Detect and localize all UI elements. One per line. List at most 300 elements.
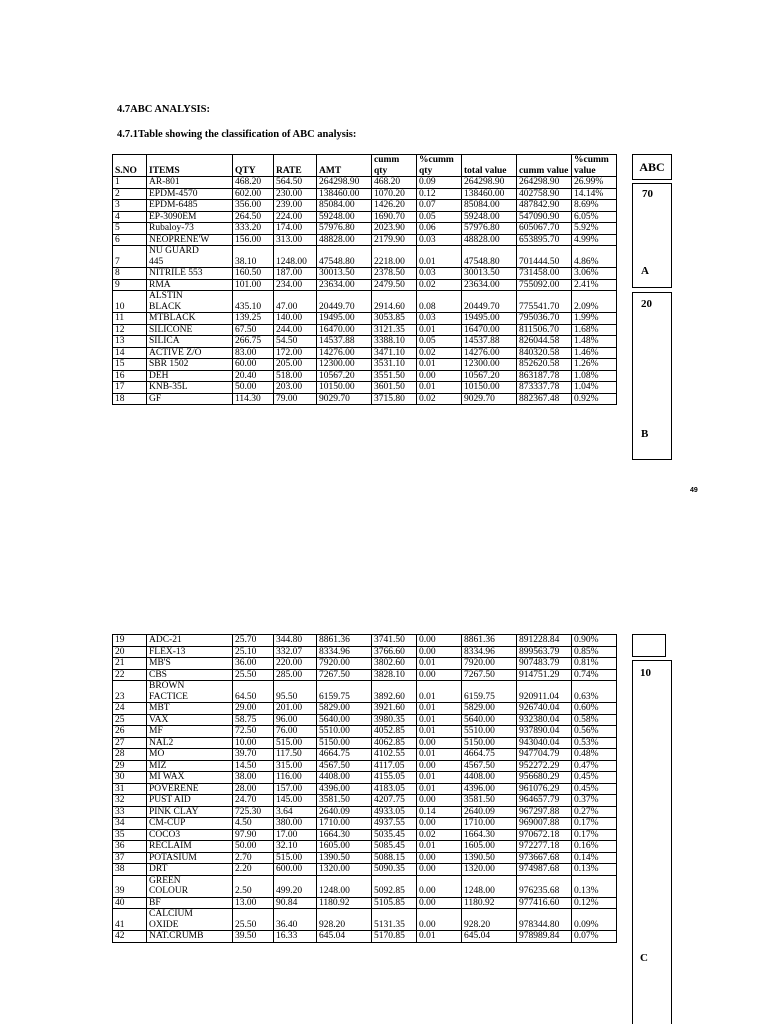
table-cell: 0.01 [417, 749, 462, 761]
table-cell: 0.00 [417, 852, 462, 864]
table-cell: 38 [113, 864, 147, 876]
table-cell: 42 [113, 931, 147, 943]
table-cell: SILICONE [147, 324, 233, 336]
table-cell: 1.99% [572, 313, 617, 325]
table-cell: 140.00 [274, 313, 317, 325]
table-cell: 826044.58 [517, 336, 572, 348]
table-cell: MIZ [147, 760, 233, 772]
table-cell: 0.53% [572, 737, 617, 749]
table-cell: 0.01 [417, 726, 462, 738]
table-row [113, 177, 617, 189]
table-cell: AR-801 [147, 177, 233, 189]
table-cell: NEOPRENE'W [147, 234, 233, 246]
class-b-box [632, 292, 672, 460]
table-cell: 47548.80 [317, 246, 372, 268]
table-cell: 32.10 [274, 841, 317, 853]
table-cell: COCO3 [147, 829, 233, 841]
table-row [113, 669, 617, 681]
table-cell: 6159.75 [462, 681, 517, 703]
table-cell: 12300.00 [462, 359, 517, 371]
table-cell: 34 [113, 818, 147, 830]
table-cell: 0.00 [417, 760, 462, 772]
table-cell: 775541.70 [517, 291, 572, 313]
table-row [113, 737, 617, 749]
table-cell: 1664.30 [462, 829, 517, 841]
table-cell: 914751.29 [517, 669, 572, 681]
table-cell: 5105.85 [372, 897, 417, 909]
table-cell: 499.20 [274, 875, 317, 897]
table-cell: 10 [113, 291, 147, 313]
table-cell: 30013.50 [317, 268, 372, 280]
table-cell: 0.01 [417, 703, 462, 715]
table-cell: 928.20 [462, 909, 517, 931]
table-cell: 380.00 [274, 818, 317, 830]
table-cell: 12 [113, 324, 147, 336]
column-header: %cumm qty [417, 155, 462, 177]
table-cell: 0.17% [572, 829, 617, 841]
table-cell: NU GUARD 445 [147, 246, 233, 268]
table-cell: 19495.00 [462, 313, 517, 325]
table-cell: 2.20 [233, 864, 274, 876]
table-cell: 515.00 [274, 737, 317, 749]
table-cell: 5085.45 [372, 841, 417, 853]
table-cell: 0.01 [417, 931, 462, 943]
table-row [113, 829, 617, 841]
table-cell: 9029.70 [462, 393, 517, 405]
table-cell: 487842.90 [517, 200, 572, 212]
table-cell: 32 [113, 795, 147, 807]
table-cell: Rubaloy-73 [147, 223, 233, 235]
table-row [113, 279, 617, 291]
table-cell: 1 [113, 177, 147, 189]
table-cell: 25.10 [233, 646, 274, 658]
table-cell: 1180.92 [462, 897, 517, 909]
table-cell: 1390.50 [462, 852, 517, 864]
table-cell: 0.07% [572, 931, 617, 943]
class-a-box [632, 183, 672, 288]
table-cell: CBS [147, 669, 233, 681]
table-cell: 0.01 [417, 714, 462, 726]
table-cell: 3121.35 [372, 324, 417, 336]
table-cell: 6 [113, 234, 147, 246]
abc-table-part-1 [112, 154, 617, 405]
table-cell: 10150.00 [462, 382, 517, 394]
table-cell: 0.09 [417, 177, 462, 189]
table-cell: 0.01 [417, 783, 462, 795]
table-cell: 36.40 [274, 909, 317, 931]
table-row [113, 818, 617, 830]
table-cell: SBR 1502 [147, 359, 233, 371]
table-row [113, 783, 617, 795]
table-cell: RMA [147, 279, 233, 291]
section-heading: 4.7ABC ANALYSIS: [117, 104, 210, 115]
table-cell: 3053.85 [372, 313, 417, 325]
table-cell: 36.00 [233, 658, 274, 670]
table-cell: 3.64 [274, 806, 317, 818]
table-cell: 24 [113, 703, 147, 715]
table-cell: 5150.00 [462, 737, 517, 749]
table-cell: 79.00 [274, 393, 317, 405]
table-cell: 4664.75 [317, 749, 372, 761]
table-cell: 1248.00 [317, 875, 372, 897]
table-cell: 0.37% [572, 795, 617, 807]
table-cell: 0.02 [417, 393, 462, 405]
table-cell: 5.92% [572, 223, 617, 235]
table-cell: 160.50 [233, 268, 274, 280]
column-header: S.NO [113, 155, 147, 177]
table-cell: 201.00 [274, 703, 317, 715]
table-cell: 0.07 [417, 200, 462, 212]
table-cell: 5640.00 [317, 714, 372, 726]
table-cell: 811506.70 [517, 324, 572, 336]
table-cell: 4.50 [233, 818, 274, 830]
table-cell: 90.84 [274, 897, 317, 909]
table-cell: 5088.15 [372, 852, 417, 864]
table-cell: 58.75 [233, 714, 274, 726]
table-cell: 977416.60 [517, 897, 572, 909]
table-cell: 964657.79 [517, 795, 572, 807]
table-cell: 926740.04 [517, 703, 572, 715]
table-cell: 1.08% [572, 370, 617, 382]
table-cell: 8861.36 [462, 635, 517, 647]
table-cell: 2378.50 [372, 268, 417, 280]
table-cell: 187.00 [274, 268, 317, 280]
table-cell: 15 [113, 359, 147, 371]
table-cell: 101.00 [233, 279, 274, 291]
table-cell: 138460.00 [317, 188, 372, 200]
table-cell: 515.00 [274, 852, 317, 864]
table-cell: 35 [113, 829, 147, 841]
table-cell: 0.01 [417, 841, 462, 853]
table-cell: 0.00 [417, 909, 462, 931]
table-cell: 116.00 [274, 772, 317, 784]
table-cell: 38.10 [233, 246, 274, 268]
table-cell: 2.50 [233, 875, 274, 897]
table-cell: 3531.10 [372, 359, 417, 371]
table-cell: ALSTIN BLACK [147, 291, 233, 313]
table-row [113, 714, 617, 726]
column-header: QTY [233, 155, 274, 177]
table-cell: 2640.09 [462, 806, 517, 818]
table-cell: 1.48% [572, 336, 617, 348]
table-cell: 0.01 [417, 246, 462, 268]
table-cell: 8.69% [572, 200, 617, 212]
table-cell: 3828.10 [372, 669, 417, 681]
table-cell: DRT [147, 864, 233, 876]
table-cell: 8 [113, 268, 147, 280]
table-cell: 863187.78 [517, 370, 572, 382]
table-cell: CALCIUM OXIDE [147, 909, 233, 931]
table-cell: 3892.60 [372, 681, 417, 703]
table-cell: 220.00 [274, 658, 317, 670]
table-cell: 1605.00 [462, 841, 517, 853]
table-cell: 882367.48 [517, 393, 572, 405]
table-cell: 1320.00 [462, 864, 517, 876]
table-row [113, 393, 617, 405]
table-cell: 0.45% [572, 772, 617, 784]
table-cell: 0.00 [417, 795, 462, 807]
table-cell: 85084.00 [462, 200, 517, 212]
table-cell: 2023.90 [372, 223, 417, 235]
table-cell: 1.46% [572, 347, 617, 359]
table-cell: 4102.55 [372, 749, 417, 761]
table-cell: 600.00 [274, 864, 317, 876]
table-cell: 3766.60 [372, 646, 417, 658]
table-cell: 7267.50 [317, 669, 372, 681]
table-cell: 976235.68 [517, 875, 572, 897]
table-cell: 10567.20 [462, 370, 517, 382]
table-cell: 0.56% [572, 726, 617, 738]
table-cell: 23634.00 [317, 279, 372, 291]
table-cell: 3921.60 [372, 703, 417, 715]
table-cell: 4 [113, 211, 147, 223]
table-cell: 13 [113, 336, 147, 348]
table-row [113, 931, 617, 943]
table-cell: 5092.85 [372, 875, 417, 897]
table-cell: 21 [113, 658, 147, 670]
table-cell: 0.74% [572, 669, 617, 681]
table-cell: 23634.00 [462, 279, 517, 291]
column-header: ITEMS [147, 155, 233, 177]
table-row [113, 382, 617, 394]
table-row [113, 703, 617, 715]
table-row [113, 681, 617, 703]
table-cell: 5829.00 [317, 703, 372, 715]
table-row [113, 324, 617, 336]
table-cell: 16 [113, 370, 147, 382]
table-cell: 39 [113, 875, 147, 897]
table-cell: 224.00 [274, 211, 317, 223]
table-cell: 48828.00 [462, 234, 517, 246]
table-cell: 25.50 [233, 909, 274, 931]
table-cell: 1690.70 [372, 211, 417, 223]
column-header: AMT [317, 155, 372, 177]
table-cell: 0.02 [417, 279, 462, 291]
table-cell: 5829.00 [462, 703, 517, 715]
table-cell: 19495.00 [317, 313, 372, 325]
table-row [113, 268, 617, 280]
table-row [113, 852, 617, 864]
table-cell: 8334.96 [462, 646, 517, 658]
table-cell: 16470.00 [462, 324, 517, 336]
table-cell: 22 [113, 669, 147, 681]
table-cell: 0.14% [572, 852, 617, 864]
table-cell: 0.27% [572, 806, 617, 818]
table-cell: 0.00 [417, 875, 462, 897]
table-row [113, 749, 617, 761]
table-row [113, 313, 617, 325]
table-cell: POTASIUM [147, 852, 233, 864]
table-cell: 28 [113, 749, 147, 761]
table-cell: 39.50 [233, 931, 274, 943]
column-header: total value [462, 155, 517, 177]
table-cell: 67.50 [233, 324, 274, 336]
table-cell: 1664.30 [317, 829, 372, 841]
class-b-percent: 20 [641, 298, 652, 310]
table-cell: 0.17% [572, 818, 617, 830]
table-cell: PUST AID [147, 795, 233, 807]
table-cell: BF [147, 897, 233, 909]
table-cell: 4567.50 [462, 760, 517, 772]
table-cell: POVERENE [147, 783, 233, 795]
table-cell: 3 [113, 200, 147, 212]
table-cell: 203.00 [274, 382, 317, 394]
table-cell: 0.02 [417, 347, 462, 359]
abc-table-part-2 [112, 634, 617, 943]
table-cell: MO [147, 749, 233, 761]
table-cell: 5510.00 [317, 726, 372, 738]
table-cell: 57976.80 [462, 223, 517, 235]
table-cell: NITRILE 553 [147, 268, 233, 280]
table-cell: 0.13% [572, 864, 617, 876]
table-cell: 0.02 [417, 829, 462, 841]
table-cell: 967297.88 [517, 806, 572, 818]
abc-header-box: ABC [632, 154, 672, 180]
table-cell: 138460.00 [462, 188, 517, 200]
table-cell: 47548.80 [462, 246, 517, 268]
table-cell: 0.03 [417, 268, 462, 280]
table-cell: 518.00 [274, 370, 317, 382]
table-cell: 315.00 [274, 760, 317, 772]
table-cell: 2218.00 [372, 246, 417, 268]
table-cell: 18 [113, 393, 147, 405]
table-cell: 947704.79 [517, 749, 572, 761]
table-cell: 5150.00 [317, 737, 372, 749]
table-cell: 0.00 [417, 737, 462, 749]
table-cell: MB'S [147, 658, 233, 670]
table-cell: 26.99% [572, 177, 617, 189]
table-cell: 1.04% [572, 382, 617, 394]
table-cell: GF [147, 393, 233, 405]
table-cell: 1180.92 [317, 897, 372, 909]
table-cell: 50.00 [233, 382, 274, 394]
table-cell: 14276.00 [462, 347, 517, 359]
table-cell: 26 [113, 726, 147, 738]
table-cell: 0.00 [417, 864, 462, 876]
class-c-box [632, 660, 672, 1024]
table-row [113, 658, 617, 670]
table-cell: 961076.29 [517, 783, 572, 795]
table-row [113, 200, 617, 212]
table-cell: 356.00 [233, 200, 274, 212]
table-cell: 174.00 [274, 223, 317, 235]
table-cell: 795036.70 [517, 313, 572, 325]
table-cell: EP-3090EM [147, 211, 233, 223]
table-cell: 157.00 [274, 783, 317, 795]
table-cell: 653895.70 [517, 234, 572, 246]
table-cell: 172.00 [274, 347, 317, 359]
table-cell: 7 [113, 246, 147, 268]
table-cell: 0.90% [572, 635, 617, 647]
table-cell: 1426.20 [372, 200, 417, 212]
table-cell: EPDM-4570 [147, 188, 233, 200]
table-cell: 2479.50 [372, 279, 417, 291]
table-cell: 5170.85 [372, 931, 417, 943]
table-cell: 468.20 [372, 177, 417, 189]
table-cell: 14537.88 [317, 336, 372, 348]
table-cell: 264298.90 [317, 177, 372, 189]
table-cell: 4052.85 [372, 726, 417, 738]
table-cell: 0.12 [417, 188, 462, 200]
table-row [113, 223, 617, 235]
table-cell: 4937.55 [372, 818, 417, 830]
table-cell: 234.00 [274, 279, 317, 291]
table-cell: 11 [113, 313, 147, 325]
table-cell: 50.00 [233, 841, 274, 853]
table-cell: 645.04 [462, 931, 517, 943]
table-cell: 17.00 [274, 829, 317, 841]
table-cell: 39.70 [233, 749, 274, 761]
table-cell: 20449.70 [317, 291, 372, 313]
table-cell: 8334.96 [317, 646, 372, 658]
table-cell: MF [147, 726, 233, 738]
table-cell: 139.25 [233, 313, 274, 325]
table-cell: 230.00 [274, 188, 317, 200]
table-cell: 0.92% [572, 393, 617, 405]
table-cell: 852620.58 [517, 359, 572, 371]
table-cell: 0.16% [572, 841, 617, 853]
table-cell: 17 [113, 382, 147, 394]
class-a-percent: 70 [642, 188, 653, 200]
table-cell: 0.05 [417, 336, 462, 348]
table-cell: 264.50 [233, 211, 274, 223]
table-cell: 25 [113, 714, 147, 726]
table-cell: 932380.04 [517, 714, 572, 726]
table-cell: 937890.04 [517, 726, 572, 738]
table-cell: 14.50 [233, 760, 274, 772]
table-cell: 978989.84 [517, 931, 572, 943]
table-caption: 4.7.1Table showing the classification of ABC analysis: [117, 129, 357, 140]
table-cell: 402758.90 [517, 188, 572, 200]
class-c-label: C [640, 952, 648, 964]
table-cell: 5090.35 [372, 864, 417, 876]
table-row [113, 726, 617, 738]
table-cell: 2640.09 [317, 806, 372, 818]
table-row [113, 359, 617, 371]
table-row [113, 772, 617, 784]
table-cell: 264298.90 [517, 177, 572, 189]
table-row [113, 875, 617, 897]
table-cell: 1710.00 [317, 818, 372, 830]
table-cell: NAL2 [147, 737, 233, 749]
table-cell: KNB-35L [147, 382, 233, 394]
table-cell: 928.20 [317, 909, 372, 931]
table-cell: 731458.00 [517, 268, 572, 280]
table-cell: 2179.90 [372, 234, 417, 246]
table-cell: 4408.00 [462, 772, 517, 784]
table-cell: 907483.79 [517, 658, 572, 670]
table-cell: 0.01 [417, 681, 462, 703]
table-row [113, 234, 617, 246]
class-a-label: A [641, 265, 649, 277]
table-cell: 37 [113, 852, 147, 864]
table-row [113, 760, 617, 772]
table-cell: 0.00 [417, 897, 462, 909]
table-cell: 0.09% [572, 909, 617, 931]
table-cell: 0.00 [417, 635, 462, 647]
table-cell: 1248.00 [462, 875, 517, 897]
table-cell: 3581.50 [317, 795, 372, 807]
table-cell: 5 [113, 223, 147, 235]
table-row [113, 336, 617, 348]
table-cell: 48828.00 [317, 234, 372, 246]
table-cell: 4207.75 [372, 795, 417, 807]
table-cell: 333.20 [233, 223, 274, 235]
table-cell: 7267.50 [462, 669, 517, 681]
table-cell: NAT.CRUMB [147, 931, 233, 943]
table-cell: VAX [147, 714, 233, 726]
table-cell: 5510.00 [462, 726, 517, 738]
